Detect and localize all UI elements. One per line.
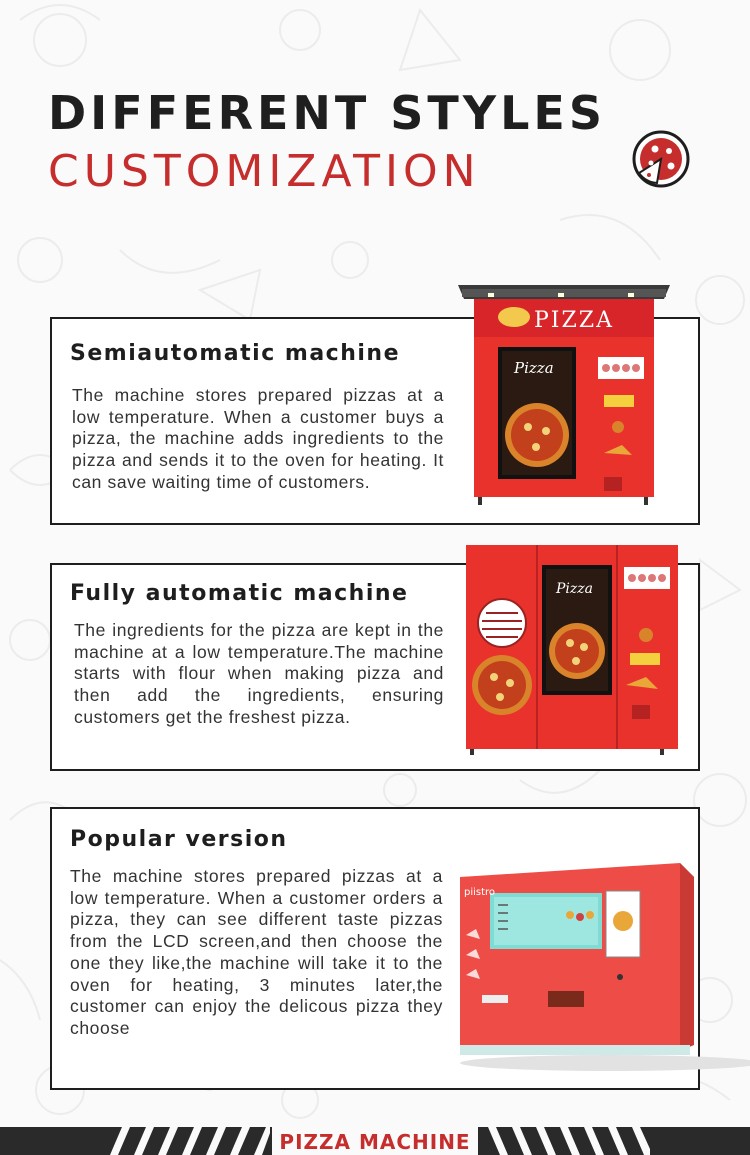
footer-label: PIZZA MACHINE (272, 1127, 478, 1155)
screen-label: Pizza (556, 581, 593, 597)
section-title: Semiautomatic machine (70, 341, 400, 366)
popular-version-machine-image (450, 855, 750, 1075)
section-body: The machine stores prepared pizzas at a low temperature. When a customer orders a pizza, they can see different taste pizzas from the LCD screen,and then choose the one they like,the machine will take it to the oven for heating, 3 minutes later,the customer can enjoy the delicous pizza they choose (70, 866, 443, 1038)
footer-stripes-right (480, 1127, 650, 1155)
footer-stripes-left (100, 1127, 270, 1155)
section-body: The machine stores prepared pizzas at a low temperature. When a customer buys a pizza, the machine adds ingredients to the pizza and sends it to the oven for heating. It can save waiting time of customers. (72, 385, 444, 492)
footer-bar (0, 1127, 750, 1155)
fully-automatic-machine-image (466, 545, 678, 755)
screen-label: Pizza (514, 359, 554, 377)
section-title: Fully automatic machine (70, 581, 409, 606)
section-body: The ingredients for the pizza are kept in the machine at a low temperature.The machine starts with flour when making pizza and then add the ingredients, ensuring customers get the freshest pizza. (74, 620, 444, 727)
brand-logo: piistro (464, 887, 496, 898)
page-subtitle: CUSTOMIZATION (48, 146, 481, 197)
section-title: Popular version (70, 827, 288, 852)
pizza-slice-icon (631, 129, 691, 189)
semiautomatic-machine-image (458, 285, 670, 505)
machine-sign: PIZZA (534, 308, 614, 333)
page-title: DIFFERENT STYLES (48, 86, 606, 140)
